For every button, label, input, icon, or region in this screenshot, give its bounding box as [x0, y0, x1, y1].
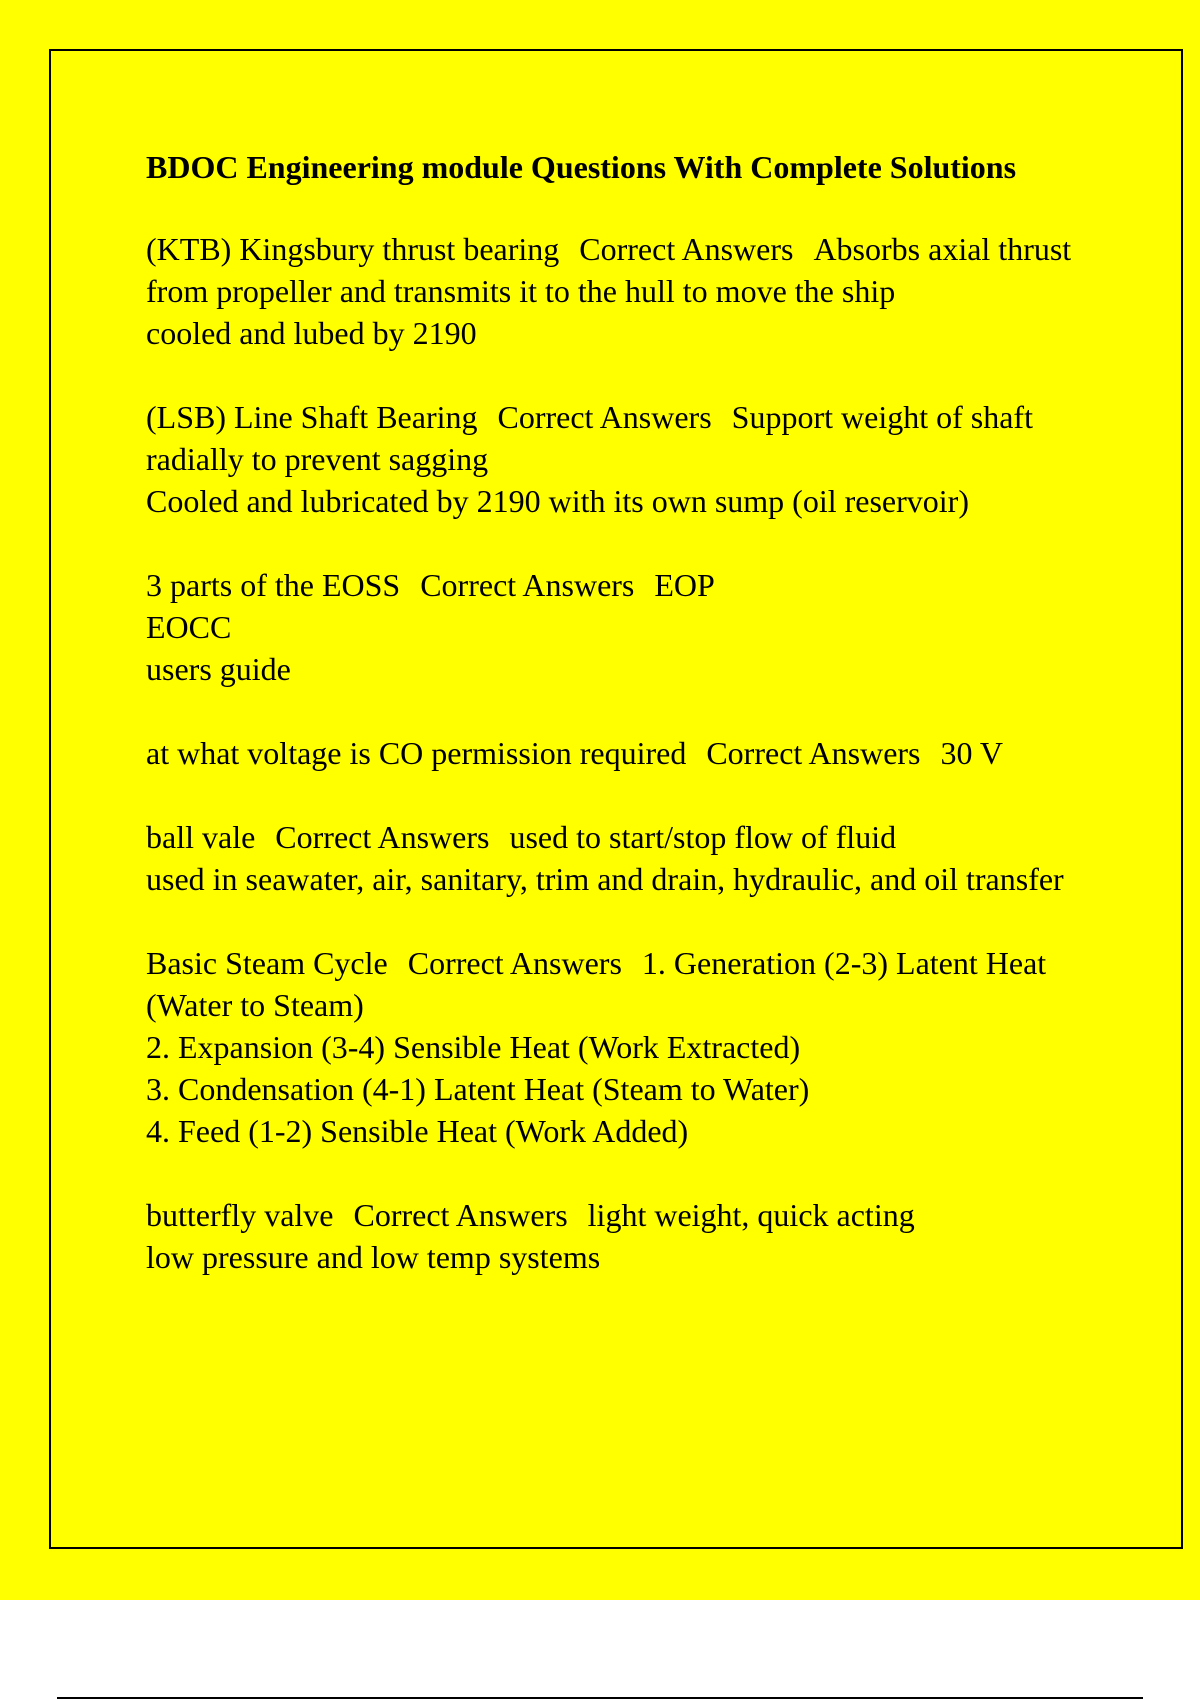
answer-line: 4. Feed (1-2) Sensible Heat (Work Added) — [146, 1113, 689, 1149]
answer-line: users guide — [146, 651, 291, 687]
question-text: 3 parts of the EOSS — [146, 567, 401, 603]
question-text: ball vale — [146, 819, 256, 855]
answer-line: 2. Expansion (3-4) Sensible Heat (Work Extracted) — [146, 1029, 801, 1065]
document-title: BDOC Engineering module Questions With Complete Solutions — [146, 149, 1017, 185]
answer-line: 30 V — [940, 735, 1004, 771]
qa-entry-ball-valve — [146, 816, 1106, 900]
document-body — [146, 146, 1106, 1320]
answer-marker: Correct Answers — [497, 399, 712, 435]
answer-line: 1. Generation (2-3) Latent Heat (Water to Steam) — [146, 945, 1047, 1023]
answer-marker: Correct Answers — [275, 819, 490, 855]
qa-entry-lsb — [146, 396, 1106, 522]
answer-line: light weight, quick acting — [587, 1197, 915, 1233]
answer-marker: Correct Answers — [353, 1197, 568, 1233]
qa-entry-butterfly-valve — [146, 1194, 1106, 1278]
answer-line: low pressure and low temp systems — [146, 1239, 601, 1275]
answer-line: EOCC — [146, 609, 232, 645]
answer-line: EOP — [654, 567, 715, 603]
footer-rule — [57, 1697, 1143, 1699]
question-text: (KTB) Kingsbury thrust bearing — [146, 231, 560, 267]
answer-marker: Correct Answers — [407, 945, 622, 981]
qa-entry-eoss — [146, 564, 1106, 690]
answer-line: used to start/stop flow of fluid — [509, 819, 897, 855]
qa-entry-steam-cycle — [146, 942, 1106, 1152]
question-text: butterfly valve — [146, 1197, 334, 1233]
answer-line: cooled and lubed by 2190 — [146, 315, 477, 351]
answer-marker: Correct Answers — [579, 231, 794, 267]
answer-line: Cooled and lubricated by 2190 with its own sump (oil reservoir) — [146, 483, 969, 519]
answer-line: Absorbs axial thrust from propeller and transmits it to the hull to move the ship — [146, 231, 1072, 309]
question-text: at what voltage is CO permission required — [146, 735, 687, 771]
answer-marker: Correct Answers — [420, 567, 635, 603]
answer-marker: Correct Answers — [706, 735, 921, 771]
qa-entry-voltage — [146, 732, 1106, 774]
answer-line: used in seawater, air, sanitary, trim and drain, hydraulic, and oil transfer — [146, 861, 1064, 897]
answer-line: 3. Condensation (4-1) Latent Heat (Steam to Water) — [146, 1071, 810, 1107]
qa-entry-ktb — [146, 228, 1106, 354]
question-text: (LSB) Line Shaft Bearing — [146, 399, 478, 435]
answer-line: Support weight of shaft radially to prevent sagging — [146, 399, 1033, 477]
question-text: Basic Steam Cycle — [146, 945, 388, 981]
